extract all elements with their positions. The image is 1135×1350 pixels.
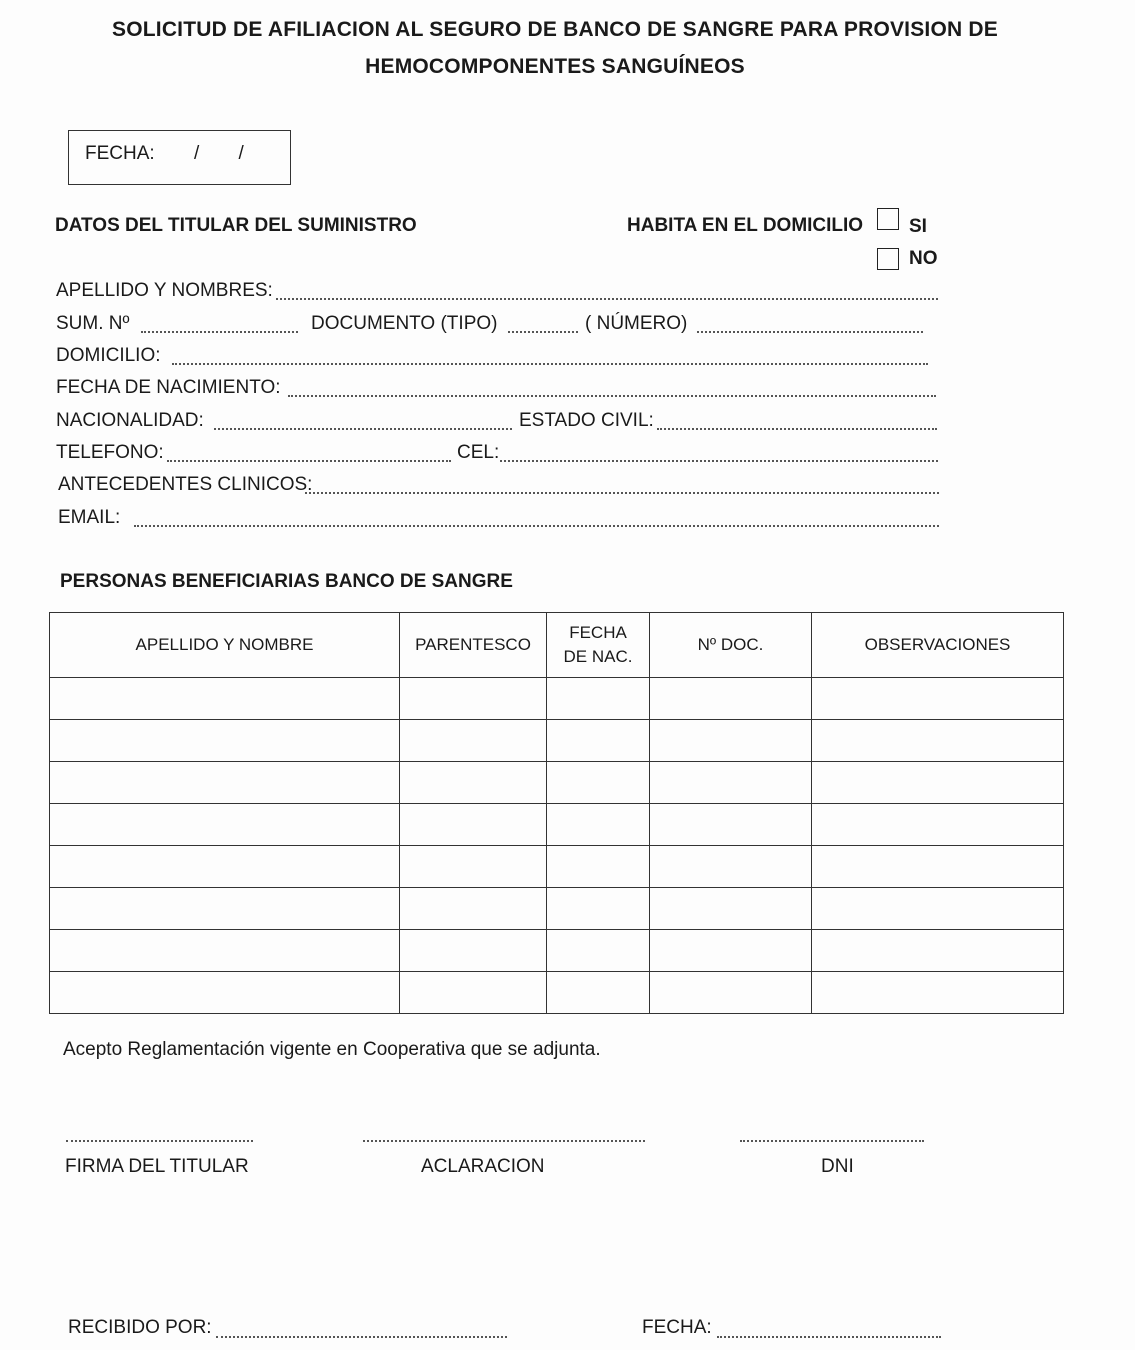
table-cell[interactable] [547, 972, 650, 1014]
domicilio-input[interactable] [172, 363, 928, 365]
form-title-line1: SOLICITUD DE AFILIACION AL SEGURO DE BANCO DE SANGRE PARA PROVISION DE [112, 18, 998, 41]
table-cell[interactable] [650, 762, 812, 804]
cel-label: CEL: [457, 442, 500, 463]
nacionalidad-label: NACIONALIDAD: [56, 410, 204, 431]
apellido-label: APELLIDO Y NOMBRES: [56, 280, 273, 301]
table-cell[interactable] [400, 930, 547, 972]
table-cell[interactable] [547, 846, 650, 888]
antecedentes-input[interactable] [305, 492, 939, 494]
table-header-row [50, 613, 1064, 678]
table-cell[interactable] [547, 762, 650, 804]
table-cell[interactable] [547, 888, 650, 930]
fecha-separator-2: / [238, 143, 244, 164]
beneficiarios-table [49, 612, 1064, 1014]
table-cell[interactable] [400, 972, 547, 1014]
nacimiento-input[interactable] [288, 395, 936, 397]
antecedentes-label: ANTECEDENTES CLINICOS: [58, 474, 313, 495]
table-cell[interactable] [50, 888, 400, 930]
table-cell[interactable] [50, 720, 400, 762]
table-row [50, 972, 1064, 1014]
habita-si-checkbox[interactable] [877, 208, 899, 230]
acepto-text: Acepto Reglamentación vigente en Cooperativa que se adjunta. [63, 1039, 601, 1060]
dni-label: DNI [821, 1156, 854, 1177]
beneficiarios-section-title: PERSONAS BENEFICIARIAS BANCO DE SANGRE [60, 571, 513, 592]
table-cell[interactable] [812, 678, 1064, 720]
table-cell[interactable] [547, 804, 650, 846]
table-cell[interactable] [812, 846, 1064, 888]
dni-line[interactable] [740, 1140, 924, 1142]
domicilio-label: DOMICILIO: [56, 345, 161, 366]
table-cell[interactable] [812, 762, 1064, 804]
table-row [50, 846, 1064, 888]
table-row [50, 762, 1064, 804]
table-cell[interactable] [650, 930, 812, 972]
sum-input[interactable] [141, 331, 298, 333]
firma-titular-label: FIRMA DEL TITULAR [65, 1156, 249, 1177]
estado-civil-input[interactable] [657, 428, 937, 430]
col-header-nro-doc: Nº DOC. [650, 613, 812, 678]
table-cell[interactable] [400, 888, 547, 930]
fecha-separator-1: / [193, 143, 200, 164]
nacionalidad-input[interactable] [214, 428, 512, 430]
fecha-label-text: FECHA: [85, 143, 155, 164]
table-row [50, 888, 1064, 930]
col-header-parentesco: PARENTESCO [400, 613, 547, 678]
table-cell[interactable] [812, 720, 1064, 762]
table-row [50, 678, 1064, 720]
documento-numero-input[interactable] [697, 331, 923, 333]
habita-si-label: SI [909, 216, 927, 237]
documento-numero-label: ( NÚMERO) [585, 313, 688, 334]
recibido-por-label: RECIBIDO POR: [68, 1317, 212, 1338]
table-cell[interactable] [812, 930, 1064, 972]
table-cell[interactable] [547, 930, 650, 972]
recibido-por-input[interactable] [216, 1336, 507, 1338]
form-title-line2: HEMOCOMPONENTES SANGUÍNEOS [365, 55, 745, 78]
table-cell[interactable] [650, 888, 812, 930]
apellido-input[interactable] [276, 298, 938, 300]
table-row [50, 930, 1064, 972]
nacimiento-label: FECHA DE NACIMIENTO: [56, 377, 281, 398]
table-cell[interactable] [400, 804, 547, 846]
table-cell[interactable] [50, 762, 400, 804]
table-cell[interactable] [650, 720, 812, 762]
table-cell[interactable] [50, 678, 400, 720]
aclaracion-line[interactable] [363, 1140, 645, 1142]
estado-civil-label: ESTADO CIVIL: [519, 410, 654, 431]
table-cell[interactable] [547, 720, 650, 762]
table-cell[interactable] [650, 846, 812, 888]
footer-fecha-input[interactable] [717, 1336, 941, 1338]
table-row [50, 720, 1064, 762]
titular-section-title: DATOS DEL TITULAR DEL SUMINISTRO [55, 215, 417, 236]
table-cell[interactable] [400, 762, 547, 804]
email-label: EMAIL: [58, 507, 121, 528]
sum-label: SUM. Nº [56, 313, 130, 334]
table-cell[interactable] [50, 972, 400, 1014]
habita-no-label: NO [909, 248, 938, 269]
firma-line[interactable] [66, 1140, 253, 1142]
table-cell[interactable] [50, 804, 400, 846]
cel-input[interactable] [500, 460, 938, 462]
footer-fecha-label: FECHA: [642, 1317, 712, 1338]
table-cell[interactable] [50, 846, 400, 888]
table-cell[interactable] [650, 804, 812, 846]
col-header-observaciones: OBSERVACIONES [812, 613, 1064, 678]
telefono-input[interactable] [167, 460, 451, 462]
documento-tipo-input[interactable] [508, 331, 578, 333]
table-cell[interactable] [547, 678, 650, 720]
table-cell[interactable] [400, 720, 547, 762]
col-header-fecha-nac: FECHA DE NAC. [547, 613, 650, 678]
table-row [50, 804, 1064, 846]
habita-no-checkbox[interactable] [877, 248, 899, 270]
col-header-apellido: APELLIDO Y NOMBRE [50, 613, 400, 678]
table-cell[interactable] [400, 678, 547, 720]
table-cell[interactable] [812, 972, 1064, 1014]
fecha-box-label [85, 143, 244, 165]
habita-domicilio-label: HABITA EN EL DOMICILIO [627, 215, 864, 236]
table-cell[interactable] [50, 930, 400, 972]
telefono-label: TELEFONO: [56, 442, 164, 463]
table-cell[interactable] [812, 804, 1064, 846]
aclaracion-label: ACLARACION [421, 1156, 545, 1177]
table-cell[interactable] [650, 972, 812, 1014]
table-cell[interactable] [650, 678, 812, 720]
email-input[interactable] [134, 525, 939, 527]
table-cell[interactable] [400, 846, 547, 888]
documento-tipo-label: DOCUMENTO (TIPO) [311, 313, 498, 334]
table-cell[interactable] [812, 888, 1064, 930]
